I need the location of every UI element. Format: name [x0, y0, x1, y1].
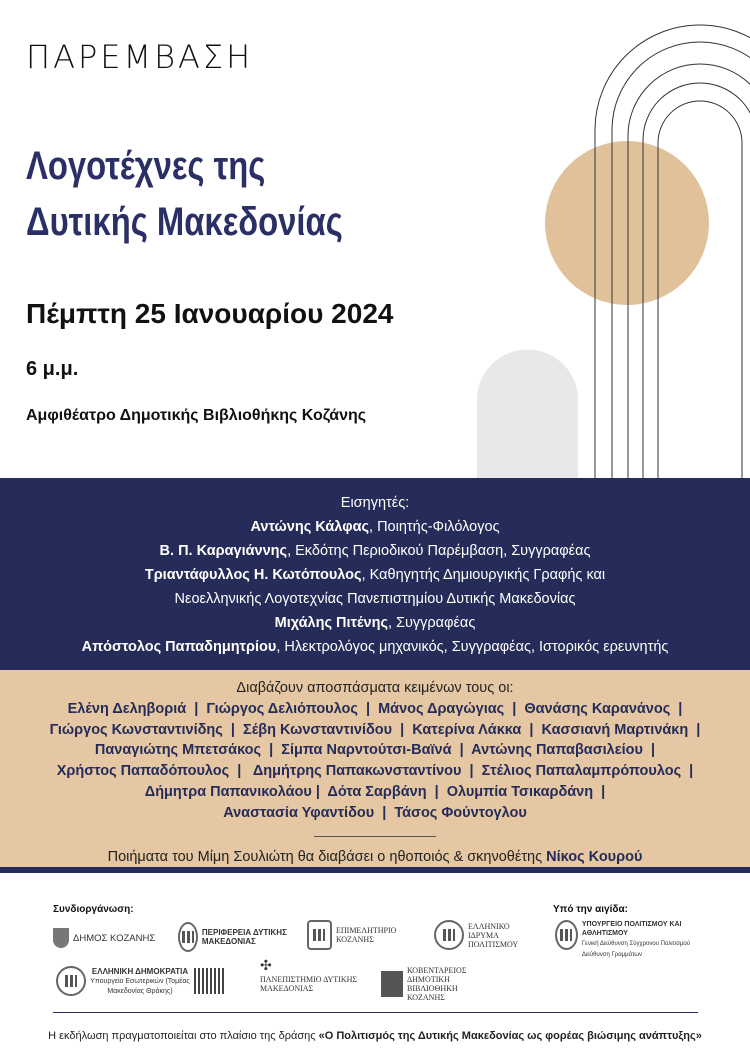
- readers-line: Παναγιώτης Μπετσάκος | Σίμπα Ναρντούτσι-Βαϊνά | Αντώνης Παπαβασιλείου |: [94, 742, 656, 759]
- readers-row: [0, 699, 750, 720]
- emblem-icon: [434, 920, 464, 950]
- speaker-role: , Καθηγητής Δημιουργικής Γραφής και: [361, 567, 606, 583]
- logo-subtext: Υπουργείο Εσωτερικών (Τομέας Μακεδονίας Θράκης): [90, 977, 190, 995]
- logo-subtext: Γενική Διεύθυνση Σύγχρονου Πολιτισμού Διεύθυνση Γραμμάτων: [581, 941, 691, 958]
- event-title: [26, 138, 343, 250]
- speaker-line: [0, 587, 750, 611]
- logo-text: ΕΠΙΜΕΛΗΤΗΡΙΟ ΚΟΖΑΝΗΣ: [335, 926, 397, 944]
- gray-arch: [477, 350, 578, 479]
- logo-dimos-kozanis: [53, 928, 155, 948]
- knot-icon: ✣: [260, 959, 272, 974]
- speakers-heading: Εισηγητές:: [340, 495, 410, 511]
- program-note: [0, 1030, 750, 1042]
- logo-text: ΚΟΒΕΝΤΑΡΕΙΟΣ ΔΗΜΟΤΙΚΗ ΒΙΒΛΙΟΘΗΚΗ ΚΟΖΑΝΗΣ: [407, 966, 467, 1002]
- divider: [314, 836, 436, 837]
- event-date: Πέμπτη 25 Ιανουαρίου 2024: [26, 298, 394, 329]
- speaker-name: Β. Π. Καραγιάννης: [159, 543, 288, 559]
- readers-row: [0, 761, 750, 782]
- seal-icon: [555, 920, 578, 950]
- footer-divider: [53, 1012, 698, 1013]
- logo-ypourgeio: [555, 920, 705, 960]
- logo-text: ΠΑΝΕΠΙΣΤΗΜΙΟ ΔΥΤΙΚΗΣ ΜΑΚΕΔΟΝΙΑΣ: [260, 975, 358, 993]
- program-name: «Ο Πολιτισμός της Δυτικής Μακεδονίας ως φορέας βιώσιμης ανάπτυξης»: [318, 1030, 702, 1042]
- readers-line: Ελένη Δεληβοριά | Γιώργος Δελιόπουλος | Μάνος Δραγώγιας | Θανάσης Καρανάνος |: [67, 700, 683, 717]
- building-icon: [194, 968, 224, 994]
- library-icon: [381, 971, 403, 997]
- logo-elliniki-dimokratia: [56, 966, 236, 996]
- speaker-line: [0, 611, 750, 635]
- readers-row: [0, 740, 750, 761]
- logo-text: ΕΛΛΗΝΙΚΗ ΔΗΜΟΚΡΑΤΙΑ: [91, 966, 189, 976]
- speaker-name: Απόστολος Παπαδημητρίου: [81, 639, 277, 655]
- logo-text: ΔΗΜΟΣ ΚΟΖΑΝΗΣ: [73, 932, 156, 944]
- event-venue: Αμφιθέατρο Δημοτικής Βιβλιοθήκης Κοζάνης: [26, 407, 367, 424]
- speaker-role: , Ποιητής-Φιλόλογος: [369, 519, 500, 535]
- logo-eip: [434, 920, 534, 950]
- speaker-line: [0, 563, 750, 587]
- speaker-line: [0, 635, 750, 659]
- readers-row: [0, 803, 750, 824]
- aegis-label: Υπό την αιγίδα:: [553, 904, 628, 915]
- logo-vivliothiki: [381, 966, 466, 1002]
- speaker-line: [0, 539, 750, 563]
- gear-icon: [307, 920, 332, 950]
- speaker-role: , Ηλεκτρολόγος μηχανικός, Συγγραφέας, Ιστορικός ερευνητής: [276, 639, 669, 655]
- speaker-name: Μιχάλης Πιτένης: [274, 615, 388, 631]
- note-text: Η εκδήλωση πραγματοποιείται στο πλαίσιο της δράσης: [48, 1030, 319, 1042]
- seal-icon: [56, 966, 86, 996]
- readers-heading: Διαβάζουν αποσπάσματα κειμένων τους οι:: [236, 680, 514, 696]
- logo-panepistimio: [260, 959, 360, 993]
- readers-line: Αναστασία Υφαντίδου | Τάσος Φούντογλου: [223, 804, 527, 821]
- logo-text: ΥΠΟΥΡΓΕΙΟ ΠΟΛΙΤΙΣΜΟΥ ΚΑΙ ΑΘΛΗΤΙΣΜΟΥ: [581, 921, 682, 937]
- readers-row: [0, 720, 750, 741]
- logo-epimelitirio: [307, 920, 417, 950]
- speakers-section: [0, 478, 750, 670]
- speaker-role: Νεοελληνικής Λογοτεχνίας Πανεπιστημίου Δυτικής Μακεδονίας: [174, 591, 576, 607]
- readers-line: Δήμητρα Παπανικολάου | Δότα Σαρβάνη | Ολυμπία Τσικαρδάνη |: [144, 783, 606, 800]
- seal-icon: [178, 922, 198, 952]
- speaker-role: , Συγγραφέας: [387, 615, 476, 631]
- dimos-icon: [53, 928, 69, 948]
- logo-text: ΕΛΛΗΝΙΚΟ ΙΔΡΥΜΑ ΠΟΛΙΤΙΣΜΟΥ: [468, 921, 519, 949]
- logo-perifereia: [178, 922, 288, 952]
- title-line: Λογοτέχνες της: [26, 144, 266, 188]
- speaker-line: [0, 515, 750, 539]
- speaker-name: Τριαντάφυλλος Η. Κωτόπουλος: [144, 567, 362, 583]
- poems-line: [0, 847, 750, 868]
- poems-text: Ποιήματα του Μίμη Σουλιώτη θα διαβάσει ο ηθοποιός & σκηνοθέτης: [107, 848, 547, 865]
- readers-line: Γιώργος Κωνσταντινίδης | Σέβη Κωνσταντινίδου | Κατερίνα Λάκκα | Κασσιανή Μαρτινάκη |: [49, 721, 701, 738]
- event-time: 6 μ.μ.: [26, 358, 79, 380]
- speaker-role: , Εκδότης Περιοδικού Παρέμβαση, Συγγραφέας: [287, 543, 591, 559]
- coorganizers-label: Συνδιοργάνωση:: [53, 904, 134, 915]
- readers-section: [0, 670, 750, 873]
- magazine-logo: ΠΑΡΕΜΒΑΣΗ: [26, 38, 254, 76]
- poems-actor: Νίκος Κουρού: [546, 848, 643, 865]
- readers-row: [0, 782, 750, 803]
- readers-line: Χρήστος Παπαδόπουλος | Δημήτρης Παπακωνσταντίνου | Στέλιος Παπαλαμπρόπουλος |: [56, 763, 694, 780]
- logo-text: ΠΕΡΙΦΕΡΕΙΑ ΔΥΤΙΚΗΣ ΜΑΚΕΔΟΝΙΑΣ: [201, 928, 287, 946]
- speaker-name: Αντώνης Κάλφας: [250, 519, 370, 535]
- sand-circle: [545, 141, 709, 305]
- title-line: Δυτικής Μακεδονίας: [26, 200, 343, 244]
